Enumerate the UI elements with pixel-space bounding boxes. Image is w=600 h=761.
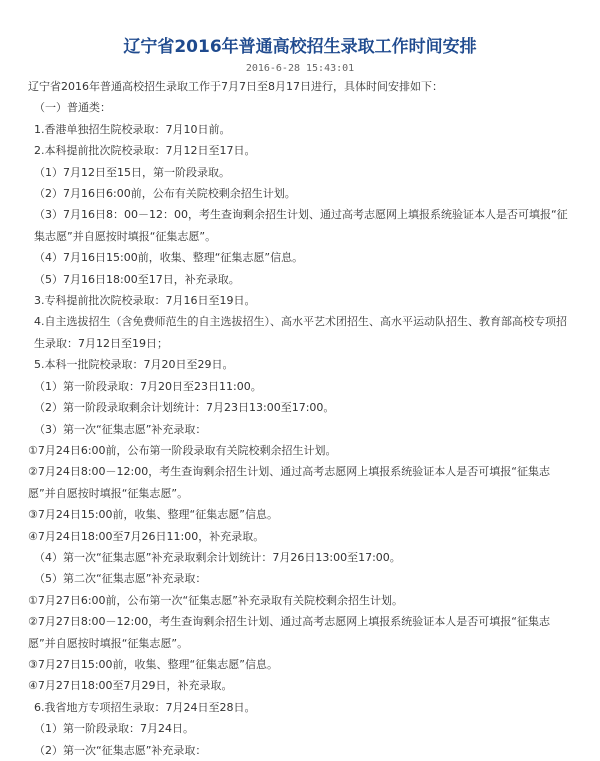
paragraph: 4.自主选拔招生（含免费师范生的自主选拔招生）、高水平艺术团招生、高水平运动队招生、教育部高校专项招生录取：7月12日至19日； <box>34 315 567 350</box>
paragraph: 1.香港单独招生院校录取：7月10日前。 <box>34 122 231 136</box>
paragraph: ④7月24日18:00至7月26日11:00，补充录取。 <box>28 529 265 543</box>
paragraph: 3.专科提前批次院校录取：7月16日至19日。 <box>34 294 256 308</box>
paragraph: （一）普通类： <box>34 101 111 115</box>
paragraph: ①7月24日6:00前，公布第一阶段录取有关院校剩余招生计划。 <box>28 443 337 457</box>
paragraph: 6.我省地方专项招生录取：7月24日至28日。 <box>34 700 256 714</box>
paragraph: （2）第一阶段录取剩余计划统计：7月23日13:00至17:00。 <box>34 401 335 415</box>
paragraph: ②7月27日8:00－12:00，考生查询剩余招生计划、通过高考志愿网上填报系统验证本人是否可填报“征集志愿”并自愿按时填报“征集志愿”。 <box>28 615 550 650</box>
paragraph: ③7月24日15:00前，收集、整理“征集志愿”信息。 <box>28 508 278 522</box>
paragraph: （2）7月16日6:00前，公布有关院校剩余招生计划。 <box>34 187 296 201</box>
paragraph: （5）7月16日18:00至17日，补充录取。 <box>34 272 240 286</box>
paragraph: （1）第一阶段录取：7月24日。 <box>34 722 194 736</box>
publish-datetime: 2016-6-28 15:43:01 <box>245 63 355 74</box>
paragraph: ④7月27日18:00至7月29日，补充录取。 <box>28 679 233 693</box>
paragraph: （4）第一次“征集志愿”补充录取剩余计划统计：7月26日13:00至17:00。 <box>34 550 401 564</box>
paragraph: （3）7月16日8：00－12：00，考生查询剩余招生计划、通过高考志愿网上填报系统验证本人是否可填报“征集志愿”并自愿按时填报“征集志愿”。 <box>34 208 568 243</box>
paragraph: ②7月24日8:00－12:00，考生查询剩余招生计划、通过高考志愿网上填报系统验证本人是否可填报“征集志愿”并自愿按时填报“征集志愿”。 <box>28 465 550 500</box>
paragraph-intro: 辽宁省2016年普通高校招生录取工作于7月7日至8月17日进行，具体时间安排如下： <box>28 80 443 93</box>
paragraph: （1）7月12日至15日，第一阶段录取。 <box>34 165 230 179</box>
article-title: 辽宁省2016年普通高校招生录取工作时间安排 <box>123 37 477 57</box>
paragraph: （1）第一阶段录取：7月20日至23日11:00。 <box>34 379 262 393</box>
paragraph: ①7月27日6:00前，公布第一次“征集志愿”补充录取有关院校剩余招生计划。 <box>28 593 403 607</box>
article-body <box>28 76 574 761</box>
paragraph: （4）7月16日15:00前，收集、整理“征集志愿”信息。 <box>34 251 304 265</box>
paragraph: 5.本科一批院校录取：7月20日至29日。 <box>34 358 234 372</box>
paragraph: ③7月27日15:00前，收集、整理“征集志愿”信息。 <box>28 657 278 671</box>
paragraph: 2.本科提前批次院校录取：7月12日至17日。 <box>34 144 256 158</box>
paragraph: （2）第一次“征集志愿”补充录取： <box>34 743 207 757</box>
paragraph: （3）第一次“征集志愿”补充录取： <box>34 422 207 436</box>
paragraph: （5）第二次“征集志愿”补充录取： <box>34 572 207 586</box>
